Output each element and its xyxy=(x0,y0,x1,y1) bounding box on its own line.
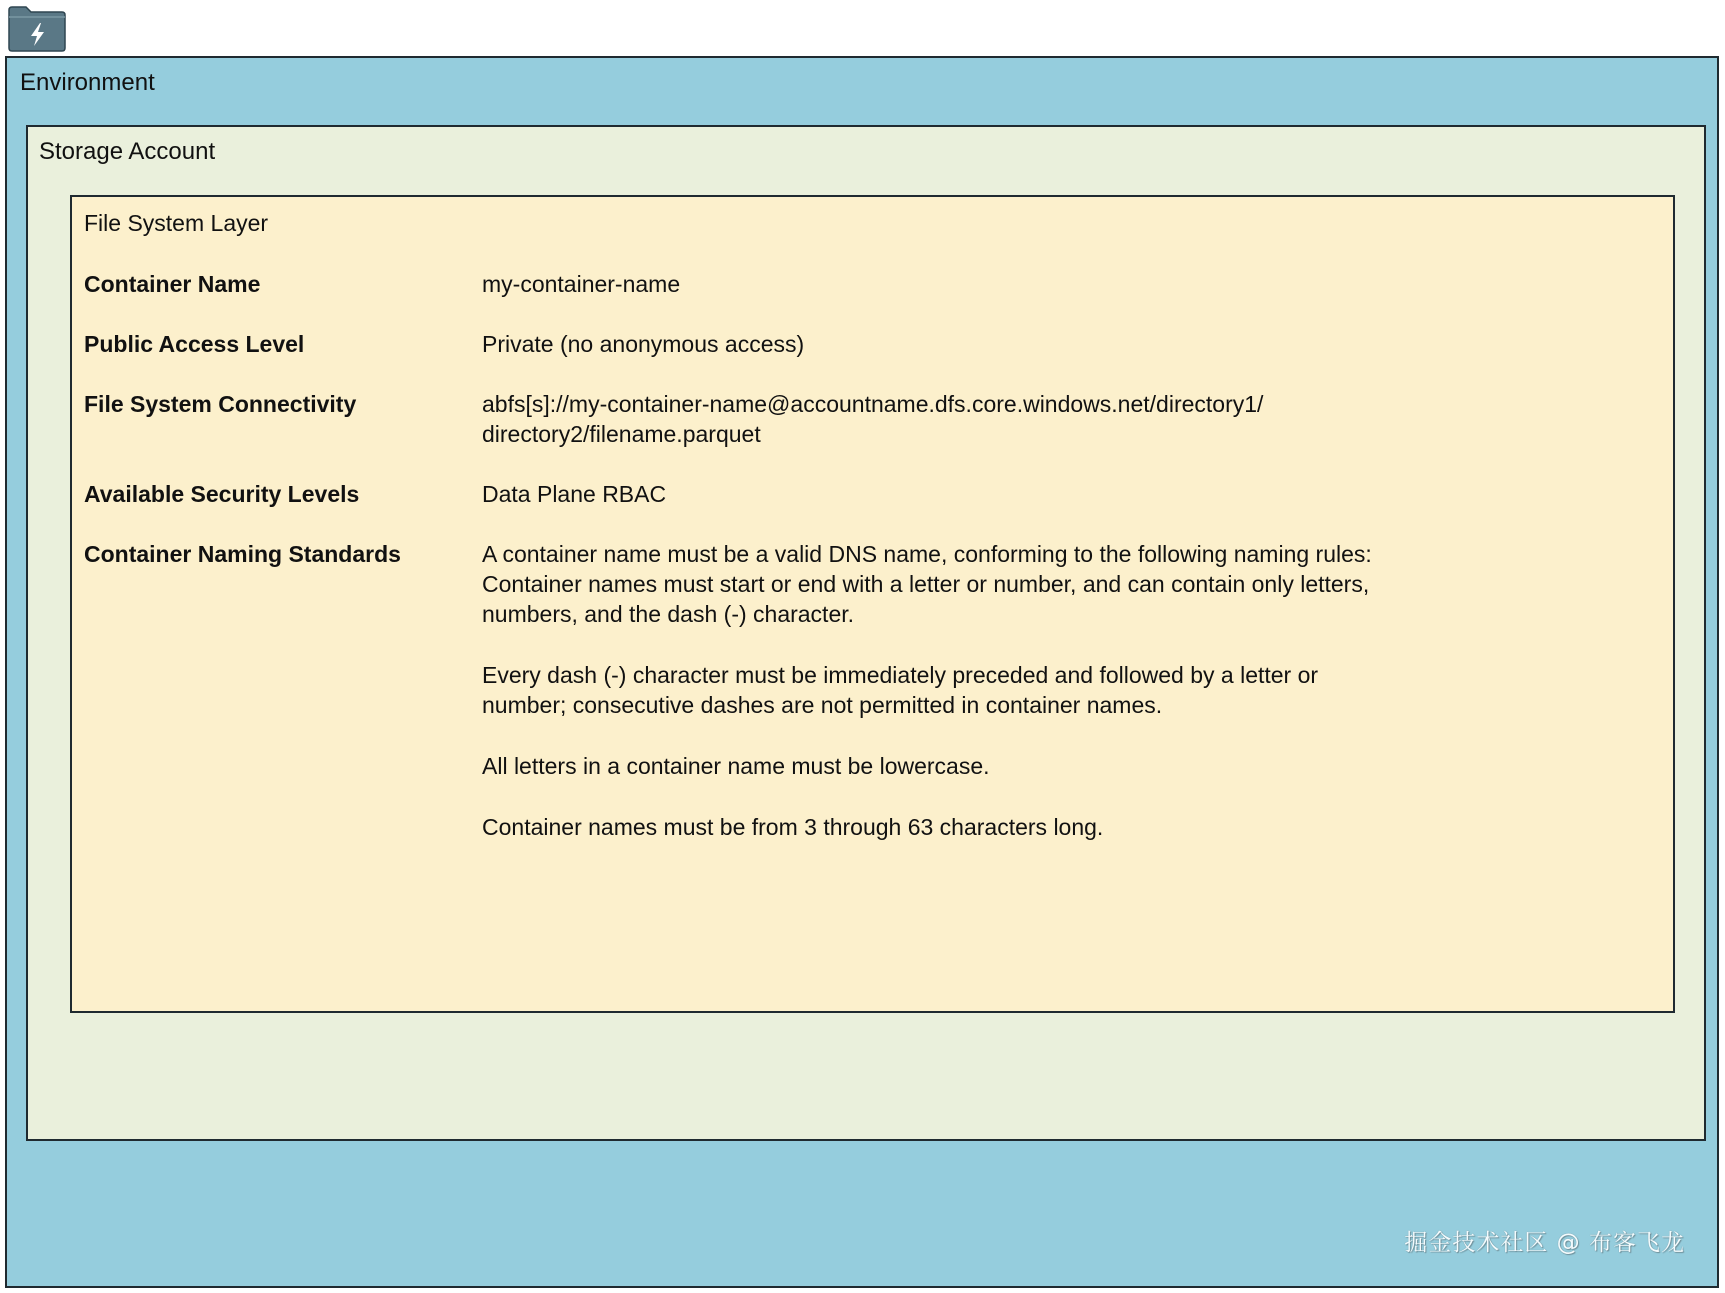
property-label: Public Access Level xyxy=(84,331,305,357)
value-line: Container names must start or end with a letter or number, and can contain only letters, xyxy=(482,571,1370,597)
naming-rule-paragraph xyxy=(482,660,1644,720)
value-line: abfs[s]://my-container-name@accountname.dfs.core.windows.net/directory1/ xyxy=(482,391,1264,417)
value-line: directory2/filename.parquet xyxy=(482,421,761,447)
environment-container xyxy=(5,56,1719,1288)
naming-rule-paragraph xyxy=(482,539,1644,629)
property-value xyxy=(482,479,1644,509)
watermark: 掘金技术社区 @ 布客飞龙 xyxy=(1404,1230,1685,1256)
property-label: Container Naming Standards xyxy=(84,541,401,567)
property-value xyxy=(482,539,1644,842)
property-row-public-access-level xyxy=(84,329,1644,359)
storage-account-container xyxy=(26,125,1706,1141)
environment-title: Environment xyxy=(20,69,155,96)
value-line: Container names must be from 3 through 63 characters long. xyxy=(482,814,1104,840)
value-line: Data Plane RBAC xyxy=(482,481,667,507)
value-line: Every dash (-) character must be immediately preceded and followed by a letter or xyxy=(482,662,1319,688)
property-label: Container Name xyxy=(84,271,261,297)
property-row-available-security-levels xyxy=(84,479,1644,509)
property-row-container-name xyxy=(84,269,1644,299)
property-value xyxy=(482,269,1644,299)
property-row-container-naming-standards xyxy=(84,539,1644,842)
value-line: Private (no anonymous access) xyxy=(482,331,805,357)
value-line: number; consecutive dashes are not permitted in container names. xyxy=(482,692,1163,718)
property-row-file-system-connectivity xyxy=(84,389,1644,449)
value-line: All letters in a container name must be lowercase. xyxy=(482,753,990,779)
naming-rule-paragraph xyxy=(482,751,1644,781)
property-value xyxy=(482,329,1644,359)
property-value xyxy=(482,389,1644,449)
value-line: A container name must be a valid DNS name, conforming to the following naming rules: xyxy=(482,541,1372,567)
property-list xyxy=(84,269,1644,872)
folder-lightning-icon xyxy=(8,6,66,52)
storage-account-title: Storage Account xyxy=(39,138,216,165)
value-line: my-container-name xyxy=(482,271,681,297)
file-system-layer-container xyxy=(70,195,1675,1013)
property-label: Available Security Levels xyxy=(84,481,360,507)
property-label: File System Connectivity xyxy=(84,391,357,417)
naming-rule-paragraph xyxy=(482,812,1644,842)
value-line: numbers, and the dash (-) character. xyxy=(482,601,855,627)
file-system-layer-title: File System Layer xyxy=(84,210,269,236)
